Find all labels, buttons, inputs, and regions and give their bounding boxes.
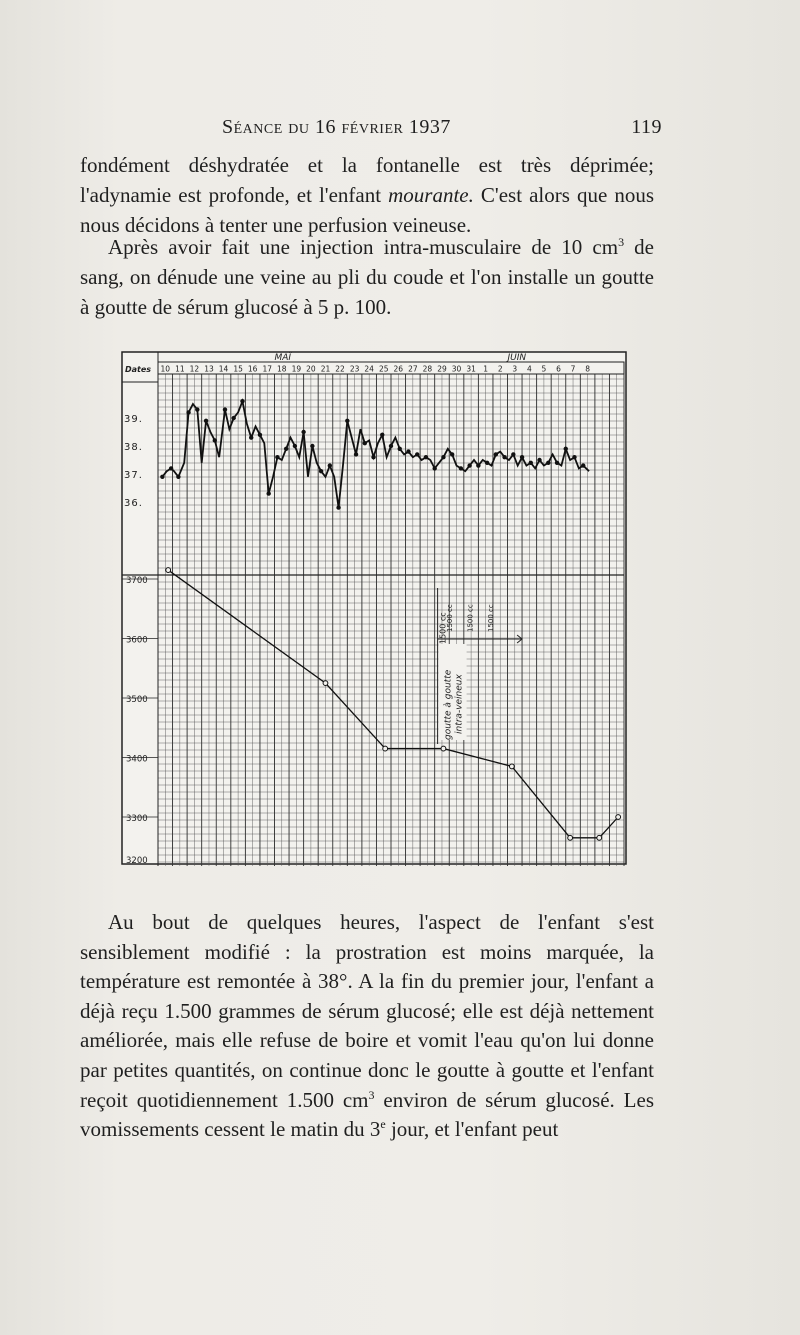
temperature-point [363, 441, 367, 445]
chart-figure [116, 346, 632, 868]
temperature-point [160, 475, 164, 479]
weight-tick-label: 3400 [126, 754, 148, 765]
date-tick-label: 1 [483, 364, 489, 374]
temperature-point [232, 416, 236, 420]
temperature-point [546, 461, 550, 465]
date-tick-label: 11 [175, 364, 185, 374]
paragraph-3-text: Au bout de quelques heures, l'aspect de l'enfant s'est sensiblement modifié : la prostration est moins marquée, la température est remontée à 38°. A la fin du premier jour, l'enfant a déjà reçu 1.500 grammes de sérum glucosé; elle est déjà nettement améliorée, mais elle refuse de boire et vomit l'eau qu'on lui donne par petites quantités, on continue donc le goutte à goutte et l'enfant reçoit quotidiennement 1.500 cm [80, 910, 654, 1112]
temperature-point [345, 419, 349, 423]
paragraph-3 [80, 908, 654, 1145]
date-tick-label: 21 [320, 364, 331, 374]
date-tick-label: 4 [526, 364, 532, 374]
temperature-point [441, 455, 445, 459]
date-tick-label: 5 [541, 364, 547, 374]
paragraph-2-sup: 3 [618, 235, 625, 249]
paragraph-2 [80, 232, 654, 322]
temperature-point [354, 452, 358, 456]
temperature-tick-label: 39. [124, 414, 143, 425]
paragraph-3-sup-2: e [380, 1117, 386, 1132]
temperature-point [380, 433, 384, 437]
date-tick-label: 30 [451, 364, 462, 374]
temperature-point [424, 455, 428, 459]
weight-tick-label: 3300 [126, 814, 148, 824]
temperature-point [485, 461, 489, 465]
running-head [222, 116, 662, 139]
weight-point [323, 681, 328, 686]
temperature-point [520, 455, 524, 459]
date-tick-label: 20 [306, 364, 316, 374]
weight-point [441, 746, 446, 751]
temperature-point [564, 447, 568, 451]
temperature-point [555, 461, 559, 465]
temperature-point [415, 452, 419, 456]
annotation-daily-amount: 1500 cc [486, 604, 495, 632]
temperature-point [432, 466, 436, 470]
paragraph-2-text: Après avoir fait une injection intra-musculaire de 10 cm [108, 235, 619, 259]
date-tick-label: 7 [570, 364, 576, 374]
date-tick-label: 10 [160, 364, 171, 374]
temperature-point [389, 444, 393, 448]
annotation-label-line-2: intra-veineux [454, 674, 465, 734]
paragraph-1 [80, 150, 654, 240]
annotation-amount: 1500 cc [438, 612, 448, 644]
temperature-point [494, 452, 498, 456]
temperature-point [204, 419, 208, 423]
temperature-tick-label: 36. [124, 498, 143, 509]
temperature-point [537, 458, 541, 462]
weight-tick-label: 3600 [126, 635, 148, 646]
dates-header-label: Dates [125, 365, 152, 374]
temperature-point [223, 407, 227, 411]
weight-point [597, 835, 602, 840]
temperature-tick-label: 37. [124, 470, 143, 481]
date-tick-label: 31 [466, 364, 476, 374]
date-tick-label: 28 [422, 364, 433, 374]
temperature-point [450, 452, 454, 456]
paragraph-3-text-3: jour, et l'enfant peut [385, 1117, 559, 1142]
date-tick-label: 14 [218, 364, 229, 374]
temperature-point [213, 438, 217, 442]
temperature-point [176, 475, 180, 479]
paragraph-2-text-end: de sang, on dénude une veine au pli du coude et l'on installe un goutte à goutte de sérum glucosé à 5 p. 100. [80, 235, 654, 319]
paragraph-3-text-2: environ de sérum glucosé. Les vomissements cessent le matin du 3 [80, 1087, 655, 1142]
weight-point [383, 746, 388, 751]
temperature-point [169, 466, 173, 470]
date-tick-label: 18 [277, 364, 287, 374]
temperature-point [249, 435, 253, 439]
temperature-point [310, 444, 314, 448]
temperature-point [195, 407, 199, 411]
temperature-point [328, 463, 332, 467]
weight-point [616, 815, 621, 820]
month-label-mai: MAÏ [274, 353, 292, 363]
temperature-point [240, 399, 244, 403]
weight-point [509, 764, 514, 769]
date-tick-label: 23 [349, 364, 360, 374]
paragraph-1-emphasis: mourante. [388, 183, 474, 207]
weight-tick-label: 3700 [126, 576, 148, 586]
temperature-point [301, 430, 305, 434]
page-number: 119 [631, 116, 662, 138]
date-tick-label: 24 [364, 364, 374, 374]
temperature-point [293, 444, 297, 448]
date-tick-label: 2 [497, 364, 503, 374]
temperature-tick-label: 38. [124, 442, 143, 453]
annotation-daily-amount: 1500 cc [446, 604, 455, 632]
temperature-point [529, 461, 533, 465]
date-tick-label: 17 [262, 364, 272, 374]
temperature-point [371, 455, 375, 459]
date-tick-label: 12 [189, 364, 200, 374]
temperature-point [398, 447, 402, 451]
temperature-point [406, 449, 410, 453]
temperature-point [467, 463, 471, 467]
running-head-title: Séance du 16 février 1937 [222, 116, 451, 138]
date-tick-label: 16 [247, 364, 258, 374]
temperature-point [284, 447, 288, 451]
temperature-weight-chart [116, 346, 632, 868]
paragraph-3-sup-1: 3 [368, 1087, 375, 1102]
date-tick-label: 8 [585, 364, 590, 374]
date-tick-label: 13 [204, 364, 214, 374]
chart-frame [122, 352, 626, 864]
temperature-point [275, 455, 279, 459]
date-tick-label: 22 [335, 364, 345, 374]
temperature-point [511, 452, 515, 456]
date-tick-label: 6 [556, 364, 561, 374]
annotation-label-line-1: goutte à goutte [443, 669, 454, 740]
temperature-point [186, 410, 190, 414]
temperature-point [336, 505, 340, 509]
date-tick-label: 29 [437, 364, 447, 374]
temperature-point [476, 463, 480, 467]
temperature-point [502, 455, 506, 459]
date-tick-label: 26 [393, 364, 404, 374]
date-tick-label: 27 [408, 364, 418, 374]
weight-tick-label: 3200 [126, 856, 148, 866]
date-tick-label: 19 [291, 364, 302, 374]
month-label-juin: JUIN [507, 353, 527, 363]
weight-tick-label: 3500 [126, 695, 148, 705]
paragraph-1-text-end: C'est alors que nous nous décidons à tenter une perfusion veineuse. [80, 183, 654, 237]
annotation-daily-amount: 1500 cc [466, 604, 475, 632]
date-tick-label: 15 [233, 364, 243, 374]
temperature-point [581, 463, 585, 467]
temperature-point [459, 466, 463, 470]
temperature-point [572, 455, 576, 459]
date-tick-label: 25 [378, 364, 389, 374]
weight-point [166, 568, 171, 573]
weight-point [568, 835, 573, 840]
paragraph-1-text: fondément déshydratée et la fontanelle est très déprimée; l'adynamie est profonde, et l'enfant [80, 153, 654, 207]
temperature-point [319, 469, 323, 473]
temperature-point [258, 433, 262, 437]
temperature-point [266, 491, 270, 495]
date-tick-label: 3 [512, 364, 518, 374]
